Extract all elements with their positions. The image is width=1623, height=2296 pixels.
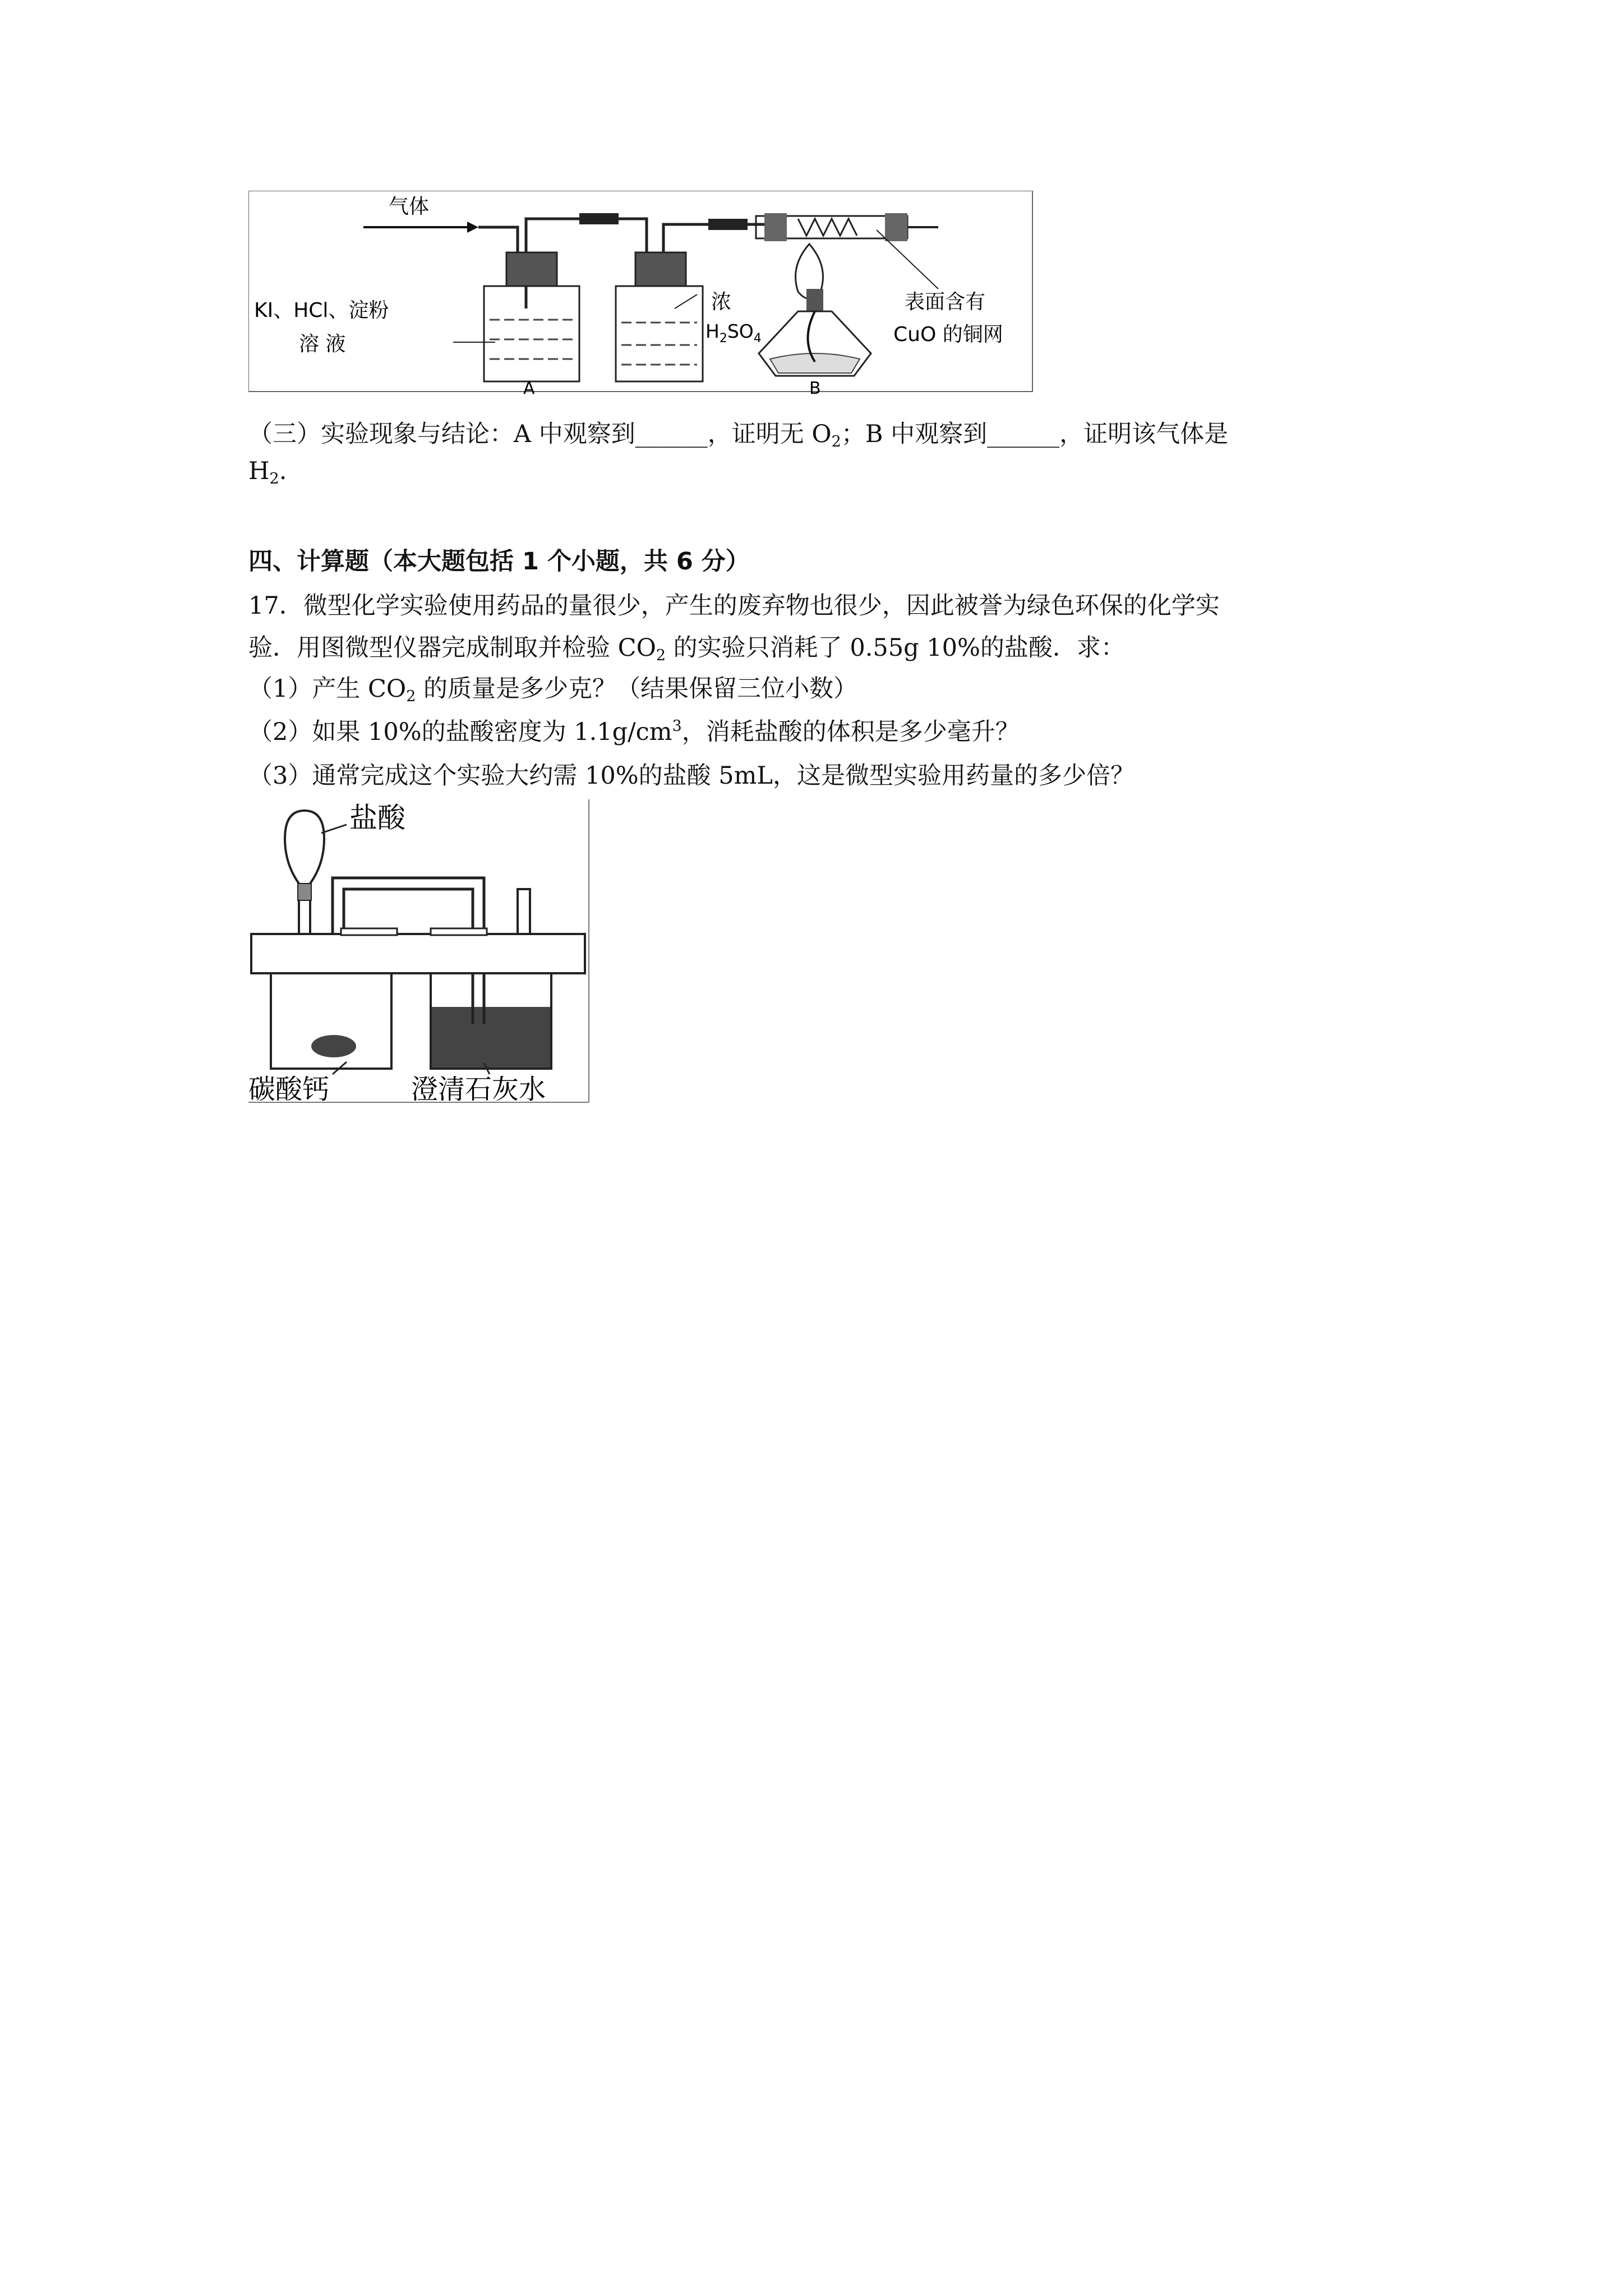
- part3-line2: $H_2$.: [248, 457, 287, 487]
- heated-tube: [756, 213, 938, 241]
- caco3-label: 碳酸钙: [248, 1074, 330, 1105]
- acid-label-1: 浓: [711, 291, 732, 314]
- limewater: [432, 1007, 550, 1068]
- gas-label: 气体: [389, 195, 430, 218]
- bottle-a: [484, 252, 579, 381]
- q17-line1: 17．微型化学实验使用药品的量很少，产生的废弃物也很少，因此被誉为绿色环保的化学实: [248, 592, 1220, 620]
- bottle-acid: [616, 252, 703, 381]
- label-b: B: [809, 379, 821, 395]
- q17-line2: 验．用图微型仪器完成制取并检验 $CO_2$ 的实验只消耗了 0.55g 10%的盐酸．求：: [248, 634, 1125, 664]
- q17-sub3: （3）通常完成这个实验大约需 10%的盐酸 5mL，这是微型实验用药量的多少倍？: [248, 762, 1135, 790]
- section-title: 四、计算题（本大题包括 1 个小题，共 6 分）: [248, 547, 750, 576]
- copper-label-1: 表面含有: [905, 291, 986, 314]
- copper-label-2: CuO 的铜网: [893, 323, 1003, 346]
- acid-label-2: $H_2SO_4$: [706, 320, 762, 346]
- acid-label: 盐酸: [349, 802, 405, 834]
- support-plate: [251, 934, 585, 973]
- micro-apparatus-figure: [248, 799, 591, 1105]
- solution-label-1: KI、HCl、淀粉: [254, 299, 389, 322]
- gas-apparatus-figure: [248, 191, 1034, 395]
- label-a: A: [523, 379, 535, 395]
- limewater-label: 澄清石灰水: [411, 1074, 546, 1105]
- q17-sub2: （2）如果 10%的盐酸密度为 $1.1g/cm^3$，消耗盐酸的体积是多少毫升？: [248, 717, 1020, 746]
- solution-label-2: 溶 液: [299, 333, 346, 356]
- alcohol-burner: [759, 244, 871, 376]
- part3-line1: （三）实验现象与结论：A 中观察到______，证明无 $O_2$；B 中观察到______，证明该气体是: [248, 420, 1229, 450]
- calcium-carbonate: [311, 1035, 356, 1057]
- q17-sub1: （1）产生 $CO_2$ 的质量是多少克？（结果保留三位小数）: [248, 675, 858, 705]
